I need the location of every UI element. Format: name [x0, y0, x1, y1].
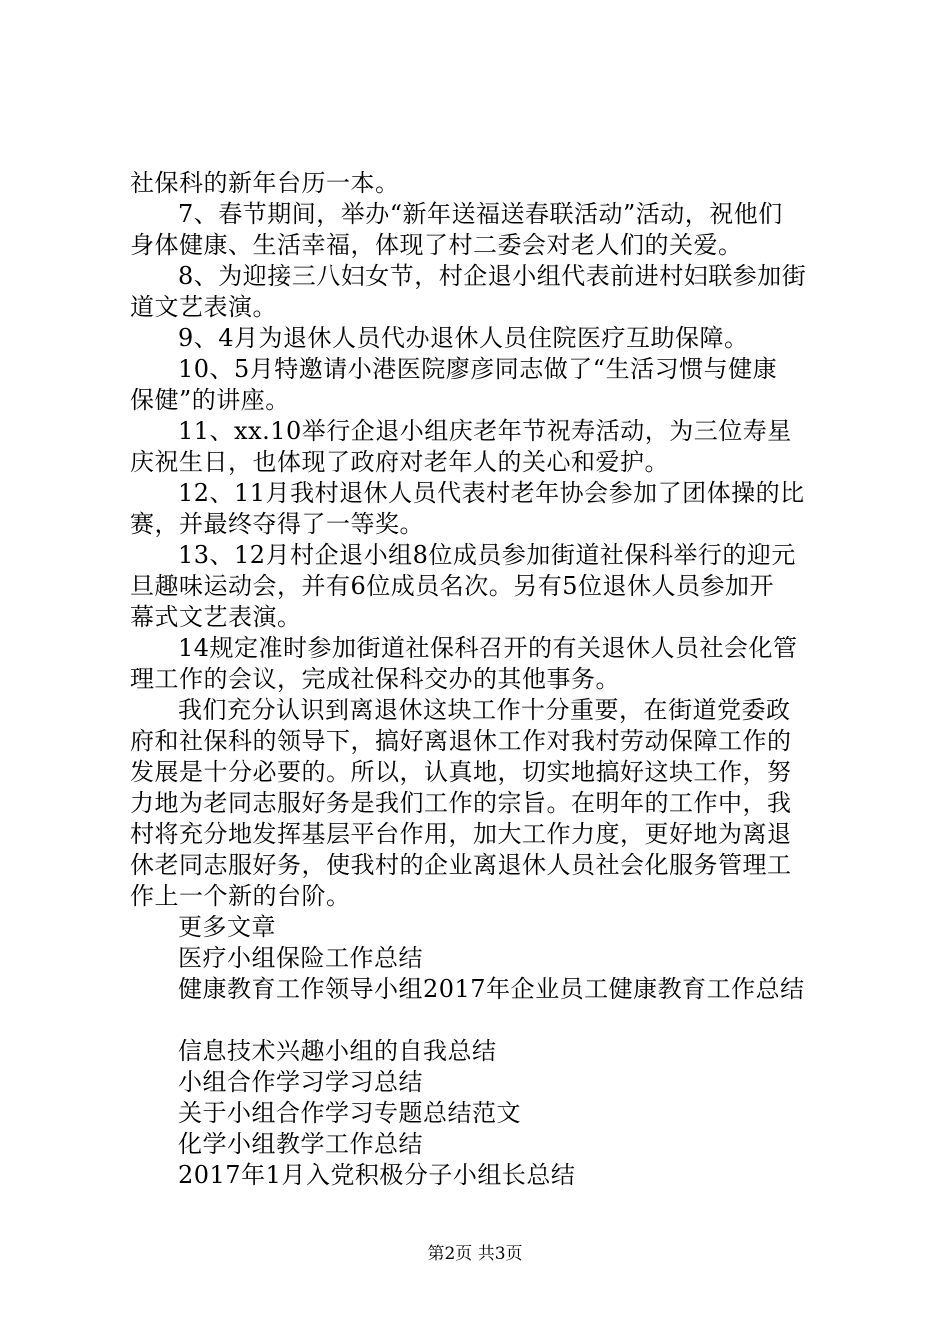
paragraph	[130, 323, 830, 354]
paragraph-line: 身体健康、生活幸福，体现了村二委会对老人们的关爱。	[130, 231, 743, 259]
article-link[interactable]: 信息技术兴趣小组的自我总结	[178, 1037, 497, 1065]
paragraph	[130, 261, 830, 323]
paragraph-line: 我们充分认识到离退休这块工作十分重要，在街道党委政	[178, 696, 791, 724]
article-link[interactable]: 化学小组教学工作总结	[178, 1130, 423, 1158]
more-articles-title: 更多文章	[178, 913, 276, 941]
article-link[interactable]: 健康教育工作领导小组2017年企业员工健康教育工作总结	[178, 975, 805, 1003]
paragraph-line: 理工作的会议，完成社保科交办的其他事务。	[130, 665, 620, 693]
paragraph-line: 赛，并最终夺得了一等奖。	[130, 510, 424, 538]
paragraph	[130, 695, 830, 912]
article-link[interactable]: 2017年1月入党积极分子小组长总结	[178, 1161, 576, 1189]
paragraph-line: 社保科的新年台历一本。	[130, 169, 400, 197]
paragraph-line: 12、11月我村退休人员代表村老年协会参加了团体操的比	[178, 479, 805, 507]
document-body	[130, 168, 830, 1191]
paragraph-line: 7、春节期间，举办“新年送福送春联活动”活动，祝他们	[178, 200, 783, 228]
paragraph-line: 庆祝生日，也体现了政府对老年人的关心和爱护。	[130, 448, 669, 476]
paragraph	[130, 633, 830, 695]
paragraph	[130, 199, 830, 261]
paragraph-line: 保健”的讲座。	[130, 386, 290, 414]
paragraph-line: 幕式文艺表演。	[130, 603, 302, 631]
article-link[interactable]: 医疗小组保险工作总结	[178, 944, 423, 972]
page-number-footer: 第2页 共3页	[427, 1244, 523, 1264]
paragraph-line: 8、为迎接三八妇女节，村企退小组代表前进村妇联参加街	[178, 262, 807, 290]
paragraph	[130, 416, 830, 478]
paragraph-line: 道文艺表演。	[130, 293, 277, 321]
more-articles-section	[130, 912, 830, 1191]
paragraph	[130, 478, 830, 540]
paragraph-line: 14规定准时参加街道社保科召开的有关退休人员社会化管	[178, 634, 798, 662]
paragraph-line: 村将充分地发挥基层平台作用，加大工作力度，更好地为离退	[130, 820, 792, 848]
article-link[interactable]: 关于小组合作学习专题总结范文	[178, 1099, 521, 1127]
paragraph	[130, 354, 830, 416]
paragraph-line: 11、xx.10举行企退小组庆老年节祝寿活动，为三位寿星	[178, 417, 792, 445]
paragraph-line: 府和社保科的领导下，搞好离退休工作对我村劳动保障工作的	[130, 727, 792, 755]
paragraph-line: 10、5月特邀请小港医院廖彦同志做了“生活习惯与健康	[178, 355, 778, 383]
paragraph	[130, 540, 830, 633]
paragraph-line: 发展是十分必要的。所以，认真地，切实地搞好这块工作，努	[130, 758, 792, 786]
paragraph-line: 旦趣味运动会，并有6位成员名次。另有5位退休人员参加开	[130, 572, 775, 600]
paragraph	[130, 168, 830, 199]
paragraph-line: 休老同志服好务，使我村的企业离退休人员社会化服务管理工	[130, 851, 792, 879]
paragraph-line: 作上一个新的台阶。	[130, 882, 351, 910]
paragraph-line: 力地为老同志服好务是我们工作的宗旨。在明年的工作中，我	[130, 789, 792, 817]
paragraph-line: 9、4月为退休人员代办退休人员住院医疗互助保障。	[178, 324, 749, 352]
article-link[interactable]: 小组合作学习学习总结	[178, 1068, 423, 1096]
paragraph-line: 13、12月村企退小组8位成员参加街道社保科举行的迎元	[178, 541, 796, 569]
paragraph-list	[130, 168, 830, 912]
